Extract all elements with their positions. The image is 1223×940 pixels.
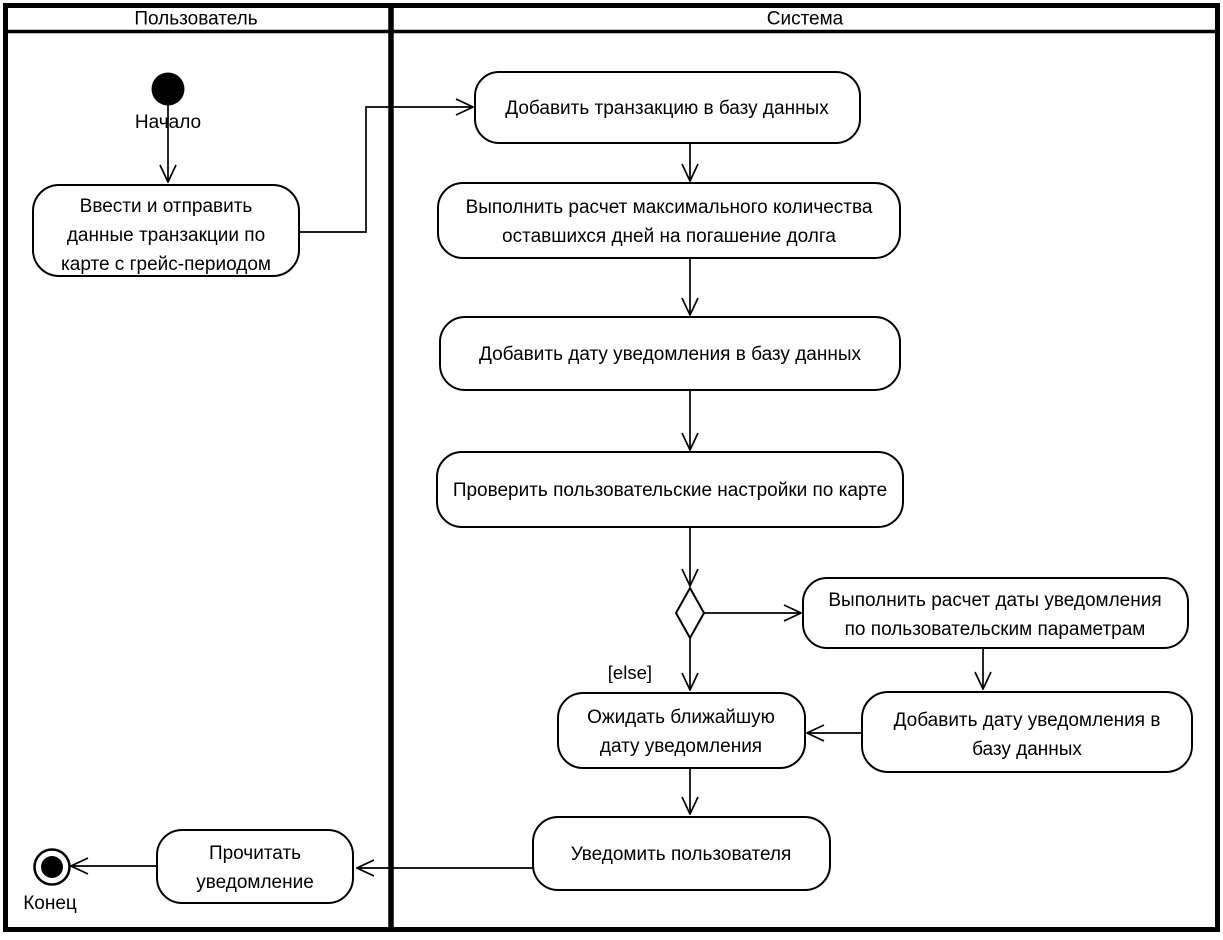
activity-wait-nearest-notification-date: [558, 693, 805, 768]
else-guard-label: [else]: [607, 662, 652, 683]
lane-header-system: Система: [766, 8, 844, 30]
start-node: [135, 73, 201, 134]
activity-add-notification-date-db-2: [862, 692, 1192, 772]
activity-label-line: дату уведомления: [599, 736, 763, 757]
activity-label-line: базу данных: [972, 739, 1082, 760]
start-node-icon: [152, 73, 185, 106]
activity-label-line: оставшихся дней на погашение долга: [502, 226, 836, 247]
decision-node: [676, 588, 704, 638]
decision-diamond-icon: [676, 588, 704, 638]
activity-label-line: уведомление: [196, 872, 314, 893]
activity-label-line: Добавить дату уведомления в базу данных: [479, 344, 861, 365]
lane-header-user: Пользователь: [134, 8, 258, 30]
activity-notify-user: [533, 817, 830, 890]
activity-calc-notification-date-custom: [803, 578, 1188, 648]
end-node-inner-dot: [41, 856, 63, 878]
activity-label-line: Добавить дату уведомления в: [893, 710, 1161, 731]
activity-label-line: Добавить транзакцию в базу данных: [505, 98, 829, 119]
end-node-label: Конец: [23, 893, 77, 914]
activity-box: [862, 692, 1192, 772]
activity-label-line: по пользовательским параметрам: [844, 619, 1146, 640]
activity-add-transaction-db: [475, 72, 860, 143]
end-node: [23, 850, 77, 915]
activity-check-user-card-settings: [437, 452, 903, 527]
activity-label-line: карте с грейс-периодом: [61, 254, 271, 275]
start-node-label: Начало: [134, 112, 202, 133]
activity-label-line: Прочитать: [208, 843, 302, 864]
activity-label-line: Ожидать ближайшую: [587, 707, 775, 728]
activity-label-line: Проверить пользовательские настройки по карте: [452, 480, 888, 501]
activity-calc-max-remaining-days: [438, 183, 900, 258]
activity-add-notification-date-db: [440, 317, 900, 390]
activity-label-line: Уведомить пользователя: [570, 844, 792, 865]
activity-label-line: Ввести и отправить: [79, 196, 253, 217]
activity-label-line: Выполнить расчет даты уведомления: [828, 590, 1162, 611]
activity-label-line: данные транзакции по: [66, 225, 266, 246]
activity-read-notification: [157, 830, 353, 903]
activity-enter-send-transaction: [33, 185, 299, 276]
activity-label-line: Выполнить расчет максимального количества: [465, 197, 873, 218]
